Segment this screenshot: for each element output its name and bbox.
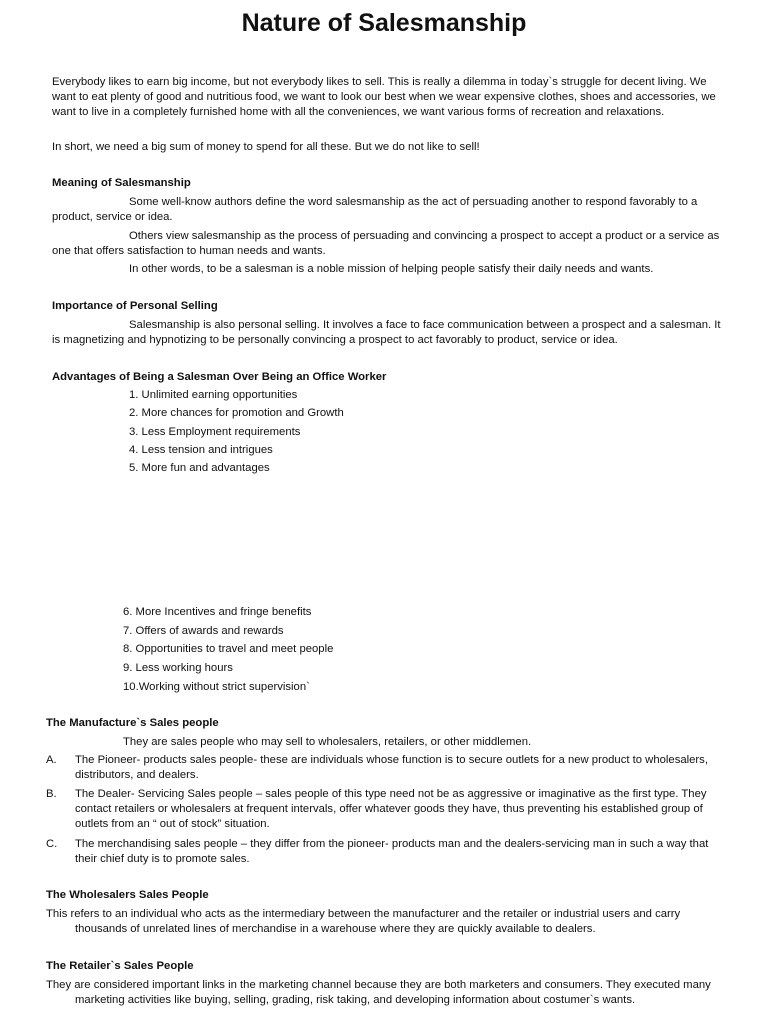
item-text: The Dealer- Servicing Sales people – sales people of this type need not be as aggressive or imaginative as the first type. They contact retailers or wholesalers at frequent intervals, offer whatever goods they have, thus preventing his established group of outlets from an “ out of stock” situation. xyxy=(75,788,707,830)
importance-heading: Importance of Personal Selling xyxy=(52,300,218,312)
item-text: The merchandising sales people – they differ from the pioneer- products man and the dealers-servicing man in such a way that their chief duty is to promote sales. xyxy=(75,838,709,865)
advantage-item: 7. Offers of awards and rewards xyxy=(123,625,284,637)
meaning-paragraph-3: In other words, to be a salesman is a noble mission of helping people satisfy their daily needs and wants. xyxy=(129,263,654,275)
manufacturer-intro: They are sales people who may sell to wholesalers, retailers, or other middlemen. xyxy=(123,736,532,748)
advantages-heading: Advantages of Being a Salesman Over Being an Office Worker xyxy=(52,371,387,383)
item-letter: A. xyxy=(46,754,57,766)
advantage-item: 2. More chances for promotion and Growth xyxy=(129,407,344,419)
advantage-item: 5. More fun and advantages xyxy=(129,462,270,474)
item-letter: C. xyxy=(46,838,58,850)
advantage-item: 6. More Incentives and fringe benefits xyxy=(123,606,312,618)
retailers-heading: The Retailer`s Sales People xyxy=(46,960,194,972)
advantage-item: 8. Opportunities to travel and meet people xyxy=(123,643,334,655)
meaning-paragraph-1: Some well-know authors define the word salesmanship as the act of persuading another to respond favorably to a product, service or idea. xyxy=(52,196,698,223)
item-letter: B. xyxy=(46,788,57,800)
manufacturer-item-b xyxy=(46,787,726,837)
importance-paragraph: Salesmanship is also personal selling. It involves a face to face communication between a prospect and a salesman. It is magnetizing and hypnotizing to be personally convincing a prospect to act favorably to product, service or idea. xyxy=(52,319,721,346)
manufacturer-heading: The Manufacture`s Sales people xyxy=(46,717,219,729)
advantage-item: 3. Less Employment requirements xyxy=(129,426,301,438)
meaning-paragraph-2: Others view salesmanship as the process of persuading and convincing a prospect to accept a product or a service as one that offers satisfaction to human needs and wants. xyxy=(52,230,720,257)
wholesalers-heading: The Wholesalers Sales People xyxy=(46,889,209,901)
meaning-heading: Meaning of Salesmanship xyxy=(52,177,191,189)
item-text: The Pioneer- products sales people- these are individuals whose function is to secure outlets for a new product to wholesalers, distributors, and dealers. xyxy=(75,754,708,781)
wholesalers-paragraph: This refers to an individual who acts as the intermediary between the manufacturer and the retailer or industrial users and carry thousands of unrelated lines of merchandise in a warehouse where they are quickly available to dealers. xyxy=(46,908,681,935)
manufacturer-item-a xyxy=(46,753,726,787)
page-title: Nature of Salesmanship xyxy=(241,9,527,37)
manufacturer-item-c xyxy=(46,837,726,871)
advantage-item: 4. Less tension and intrigues xyxy=(129,444,273,456)
advantage-item: 9. Less working hours xyxy=(123,662,233,674)
advantage-item: 10.Working without strict supervision` xyxy=(123,681,310,693)
intro-paragraph-2: In short, we need a big sum of money to spend for all these. But we do not like to sell! xyxy=(52,141,480,153)
retailers-paragraph: They are considered important links in the marketing channel because they are both marketers and consumers. They executed many marketing activities like buying, selling, grading, risk taking, and developing information about costumer`s wants. xyxy=(46,979,711,1006)
advantage-item: 1. Unlimited earning opportunities xyxy=(129,389,298,401)
intro-paragraph-1: Everybody likes to earn big income, but not everybody likes to sell. This is really a dilemma in today`s struggle for decent living. We want to eat plenty of good and nutritious food, we want to look our best when we wear expensive clothes, shoes and accessories, we want to live in a completely furnished home with all the conveniences, we want various forms of recreation and relaxations. xyxy=(52,76,716,118)
